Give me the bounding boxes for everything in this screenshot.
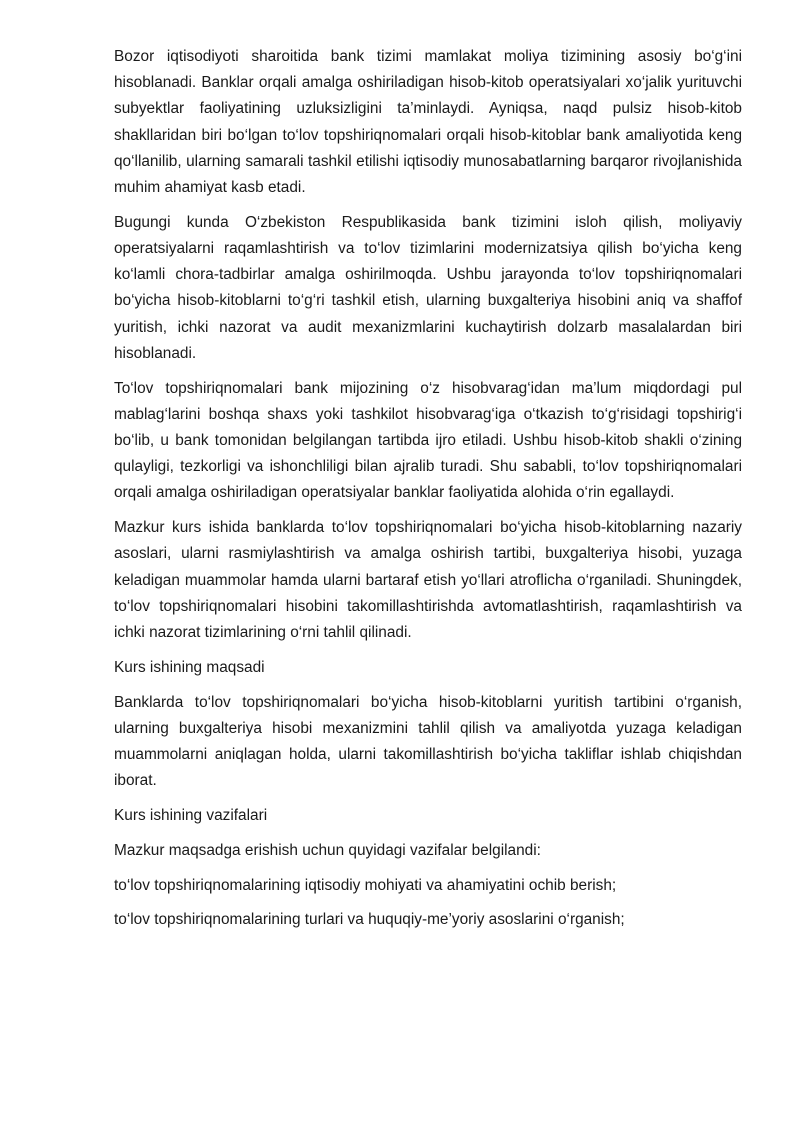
task-item: to‘lov topshiriqnomalarining turlari va huquqiy-me’yoriy asoslarini o‘rganish; bbox=[114, 911, 625, 929]
paragraph-scope: Mazkur kurs ishida banklarda to‘lov topshiriqnomalari bo‘yicha hisob-kitoblarning nazariy asoslari, ularni rasmiylashtirish va amalga oshirish tartibi, buxgalteriya hisobi, yuzaga keladigan muammolar hamda ularni bartaraf etish yo‘llari atroflicha o‘rganiladi. Shuningdek, to‘lov topshiriqnomalari hisobini takomillashtirishda avtomatlashtirish, raqamlashtirish va ichki nazorat tizimlarining o‘rni tahlil qilinadi. bbox=[114, 519, 742, 642]
paragraph-reforms: Bugungi kunda O‘zbekiston Respublikasida bank tizimini isloh qilish, moliyaviy operatsiyalarni raqamlashtirish va to‘lov tizimlarini modernizatsiya qilish bo‘yicha keng ko‘lamli chora-tadbirlar amalga oshirilmoqda. Ushbu jarayonda to‘lov topshiriqnomalari bo‘yicha hisob-kitoblarni to‘g‘ri tashkil etish, ularning buxgalteriya hisobini aniq va shaffof yuritish, ichki nazorat va audit mexanizmlarini kuchaytirish dolzarb masalalardan biri hisoblanadi. bbox=[114, 213, 742, 362]
task-item: to‘lov topshiriqnomalarining iqtisodiy mohiyati va ahamiyatini ochib berish; bbox=[114, 876, 617, 894]
paragraph-definition: To‘lov topshiriqnomalari bank mijozining o‘z hisobvarag‘idan ma’lum miqdordagi pul mablag‘larini boshqa shaxs yoki tashkilot hisobvarag‘iga o‘tkazish to‘g‘risidagi topshirig‘i bo‘lib, u bank tomonidan belgilangan tartibda ijro etiladi. Ushbu hisob-kitob shakli o‘zining qulayligi, tezkorligi va ishonchliligi bilan ajralib turadi. Shu sababli, to‘lov topshiriqnomalari orqali amalga oshiriladigan operatsiyalar banklar faoliyatida alohida o‘rin egallaydi. bbox=[114, 379, 742, 502]
tasks-heading: Kurs ishining vazifalari bbox=[114, 807, 268, 825]
document-page bbox=[114, 44, 742, 942]
goal-heading: Kurs ishining maqsadi bbox=[114, 658, 265, 676]
tasks-intro: Mazkur maqsadga erishish uchun quyidagi vazifalar belgilandi: bbox=[114, 841, 541, 859]
goal-text: Banklarda to‘lov topshiriqnomalari bo‘yicha hisob-kitoblarni yuritish tartibini o‘rganish, ularning buxgalteriya hisobi mexanizmini tahlil qilish va amaliyotda yuzaga keladigan muammolarni aniqlagan holda, ularni takomillashtirish bo‘yicha takliflar ishlab chiqishdan iborat. bbox=[114, 693, 742, 790]
paragraph-intro: Bozor iqtisodiyoti sharoitida bank tizimi mamlakat moliya tizimining asosiy bo‘g‘ini hisoblanadi. Banklar orqali amalga oshiriladigan hisob-kitob operatsiyalari xo‘jalik yurituvchi subyektlar faoliyatining uzluksizligini ta’minlaydi. Ayniqsa, naqd pulsiz hisob-kitob shakllaridan biri bo‘lgan to‘lov topshiriqnomalari orqali hisob-kitoblar bank amaliyotida keng qo‘llanilib, ularning samarali tashkil etilishi iqtisodiy munosabatlarning barqaror rivojlanishida muhim ahamiyat kasb etadi. bbox=[114, 48, 742, 197]
